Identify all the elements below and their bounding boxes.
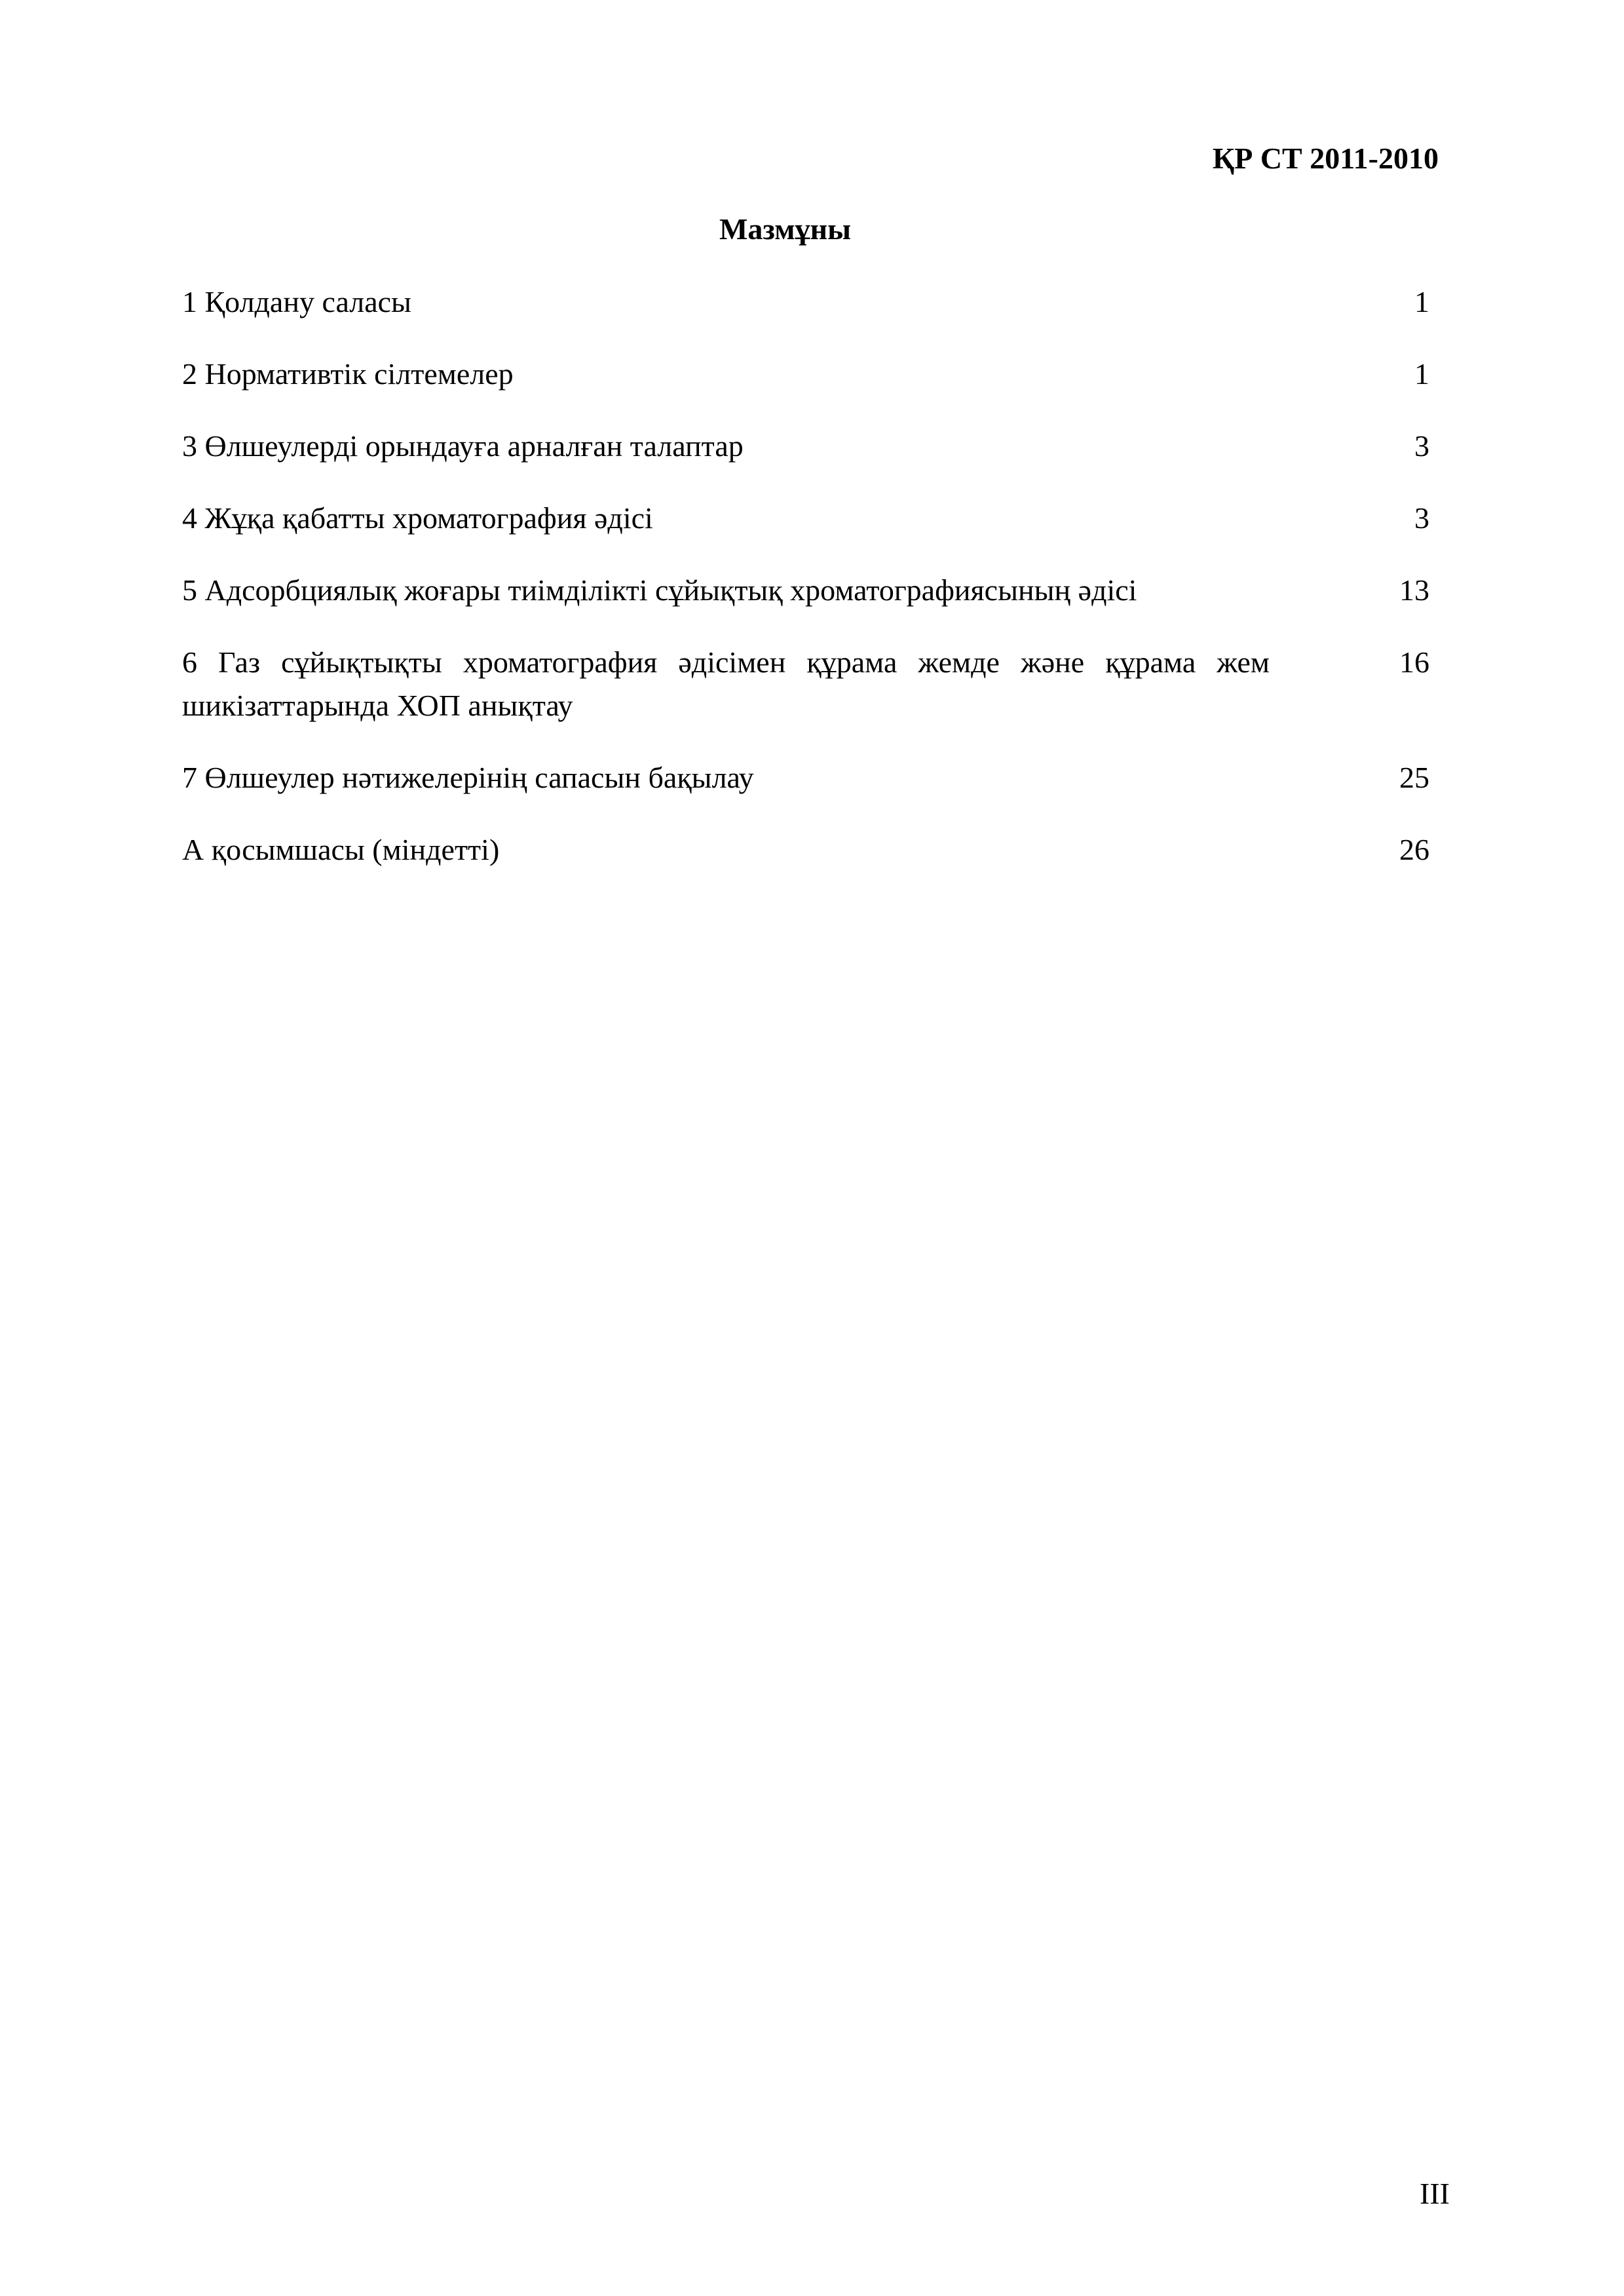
toc-item[interactable] (182, 828, 1429, 871)
toc-title: Мазмұны (719, 212, 851, 246)
toc-item-page: 1 (1414, 285, 1429, 318)
toc-item[interactable] (182, 569, 1429, 612)
toc-item-page: 3 (1414, 429, 1429, 463)
toc-item[interactable] (182, 641, 1429, 727)
toc-item-text: А қосымшасы (міндетті) (182, 833, 500, 866)
toc-list (182, 280, 1429, 900)
toc-item[interactable] (182, 756, 1429, 799)
toc-item-page: 3 (1414, 501, 1429, 535)
toc-item-text: 1 Қолдану саласы (182, 285, 411, 318)
document-code: ҚР СТ 2011-2010 (1212, 142, 1439, 175)
page-number: III (1420, 2177, 1450, 2210)
toc-item-page: 1 (1414, 357, 1429, 391)
toc-item-page: 26 (1399, 833, 1429, 866)
toc-item-text: 5 Адсорбциялық жоғары тиімділікті сұйықтық хроматографиясының әдісі (182, 573, 1137, 607)
toc-item-page: 25 (1399, 761, 1429, 794)
toc-item[interactable] (182, 353, 1429, 396)
toc-item[interactable] (182, 425, 1429, 468)
toc-item-text: 7 Өлшеулер нәтижелерінің сапасын бақылау (182, 761, 754, 794)
toc-item-text: 6 Газ сұйықтықты хроматография әдісімен құрама жемде және құрама жем шикізаттарында ХОП анықтау (182, 645, 1270, 722)
toc-item[interactable] (182, 280, 1429, 324)
toc-item-text: 3 Өлшеулерді орындауға арналған талаптар (182, 429, 744, 463)
toc-item-page: 13 (1399, 573, 1429, 607)
toc-item-text: 2 Нормативтік сілтемелер (182, 357, 514, 391)
toc-item-page: 16 (1399, 645, 1429, 679)
toc-item[interactable] (182, 497, 1429, 540)
toc-item-text: 4 Жұқа қабатты хроматография әдісі (182, 501, 653, 535)
